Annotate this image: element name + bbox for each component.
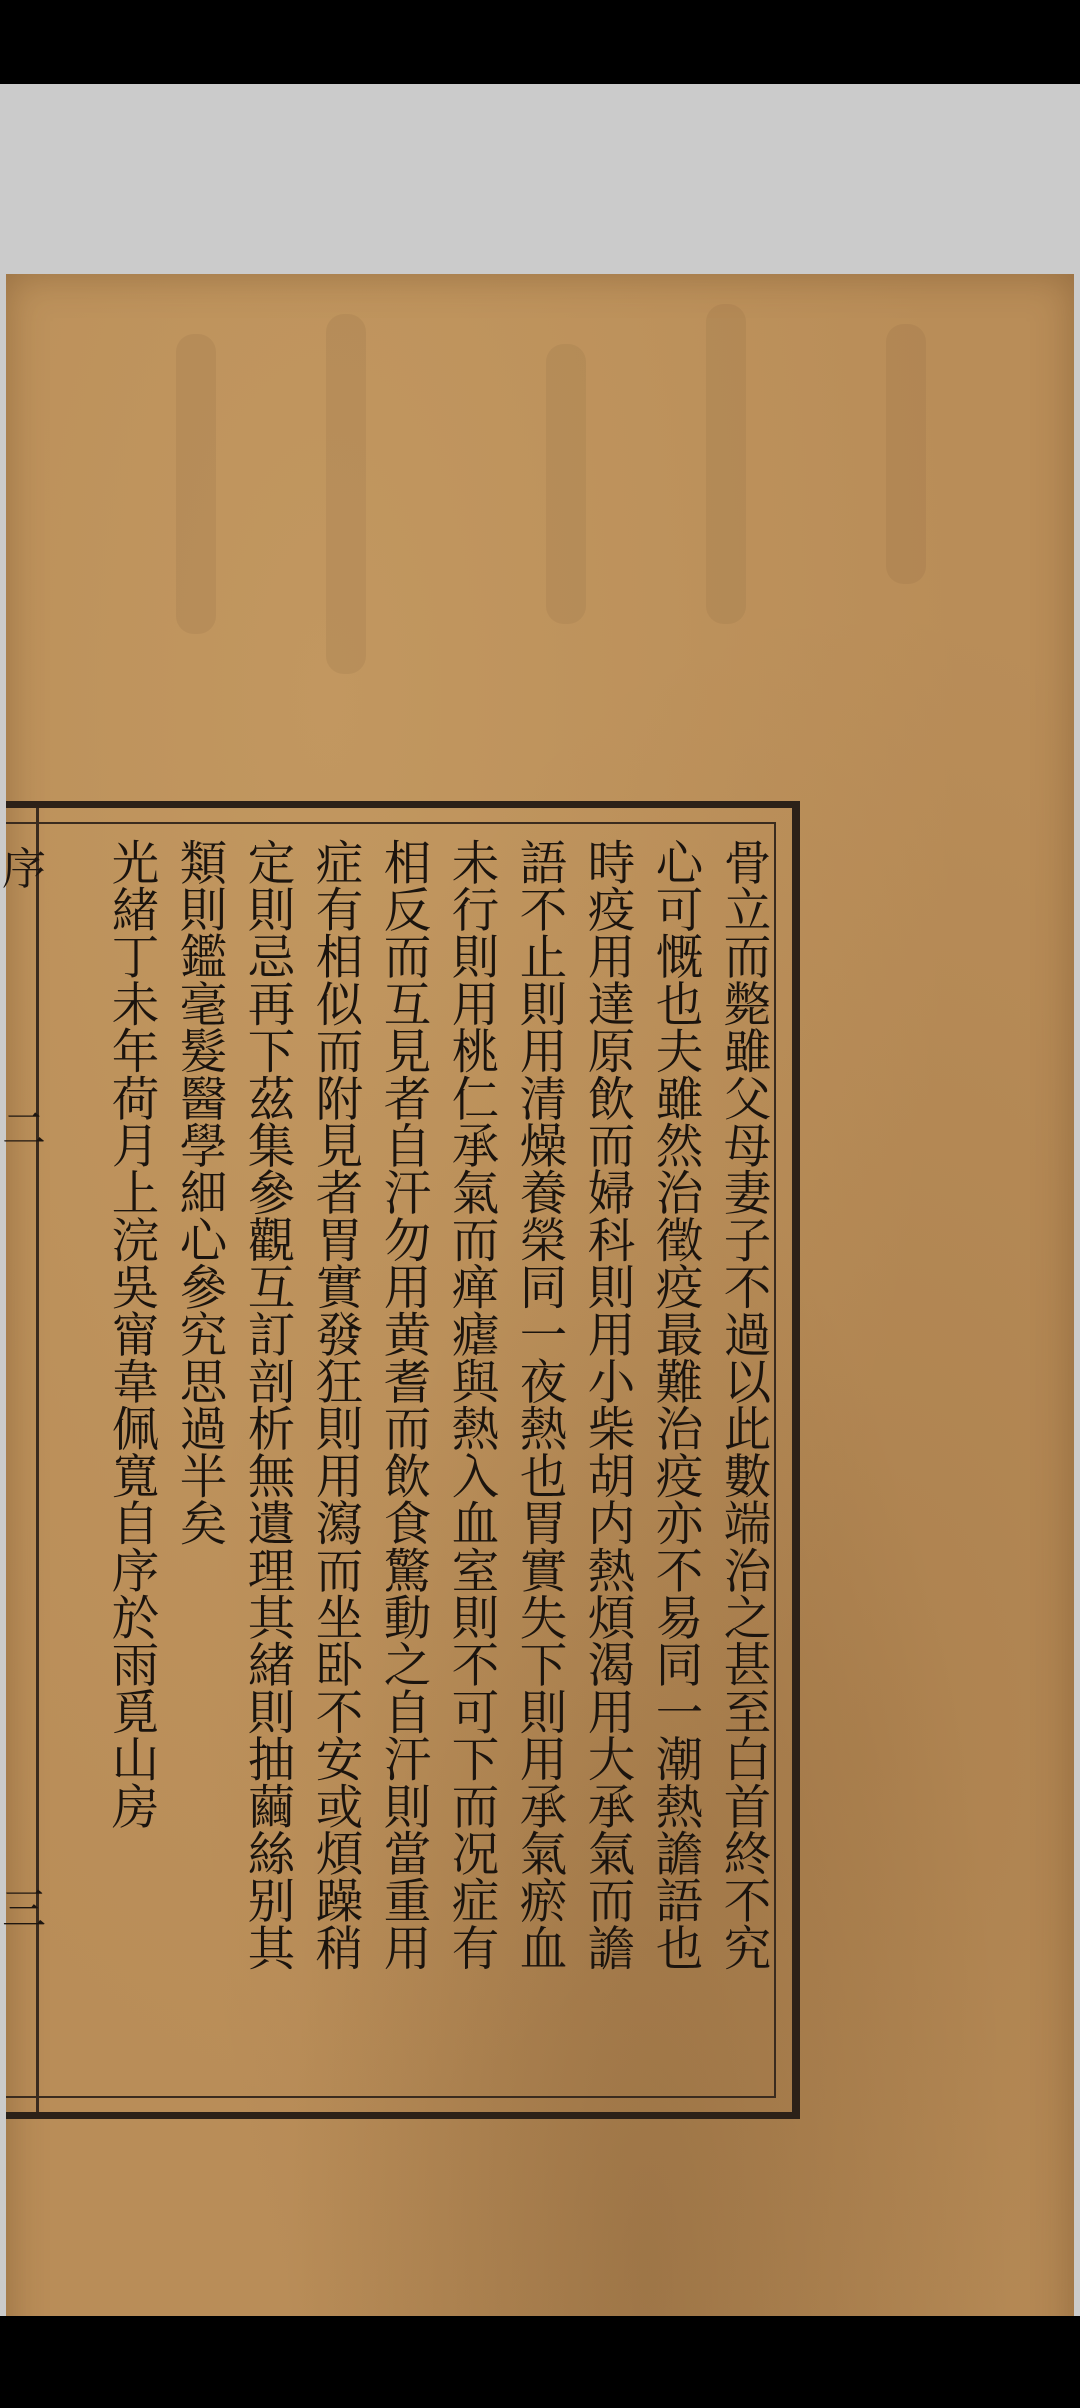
gutter-page-number: 三 bbox=[2, 1884, 46, 1935]
bleed-through-mark bbox=[546, 344, 586, 624]
image-viewer[interactable] bbox=[0, 84, 1080, 2316]
bleed-through-area bbox=[6, 274, 1074, 794]
bleed-through-mark bbox=[706, 304, 746, 624]
text-column: 相反而互見者自汗勿用黄耆而飲食驚動之自汗則當重用 bbox=[375, 838, 430, 1971]
gutter-title-mark: 序 bbox=[2, 844, 46, 895]
text-column: 未行則用桃仁承氣而瘅瘧與熱入血室則不可下而况症有 bbox=[443, 838, 498, 1971]
gutter-folio-mark: 二 bbox=[2, 1104, 46, 1155]
bleed-through-mark bbox=[886, 324, 926, 584]
status-bar bbox=[0, 0, 1080, 84]
bleed-through-mark bbox=[326, 314, 366, 674]
text-column: 類則鑑毫髮醫學細心參究思過半矣 bbox=[171, 838, 226, 1547]
preface-text bbox=[46, 838, 776, 2088]
navigation-bar bbox=[0, 2316, 1080, 2408]
text-column: 光緒丁未年荷月上浣吳甯韋佩寬自序於雨覓山房 bbox=[103, 838, 158, 1830]
text-column: 症有相似而附見者胃實發狂則用瀉而坐卧不安或煩躁稍 bbox=[307, 838, 362, 1971]
bleed-through-mark bbox=[176, 334, 216, 634]
text-column: 語不止則用清燥養榮同一夜熱也胃實失下則用承氣瘀血 bbox=[511, 838, 566, 1971]
text-frame bbox=[2, 801, 800, 2119]
scanned-page bbox=[2, 274, 1074, 2380]
text-column: 時疫用達原飲而婦科則用小柴胡内熱煩渴用大承氣而譫 bbox=[579, 838, 634, 1971]
text-column: 定則忌再下茲集參觀互訂剖析無遺理其緒則抽繭絲别其 bbox=[239, 838, 294, 1971]
text-column: 骨立而斃雖父母妻子不過以此數端治之甚至白首終不究 bbox=[715, 838, 770, 1971]
text-column: 心可慨也夫雖然治徵疫最難治疫亦不易同一潮熱譫語也 bbox=[647, 838, 702, 1971]
